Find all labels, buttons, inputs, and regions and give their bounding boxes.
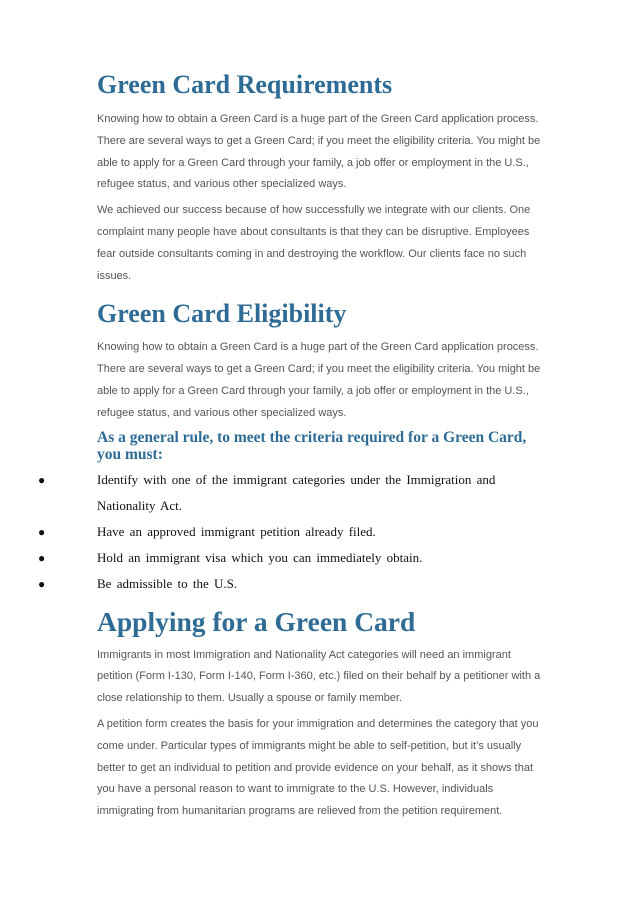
eligibility-paragraph: Knowing how to obtain a Green Card is a huge part of the Green Card application process. There are several ways to get a Green Card; if you meet the eligibility criteria. You might be able to apply for a Green Card through your family, a job offer or employment in the U.S., refugee status, and various other specialized ways. <box>97 341 541 419</box>
list-item-text: Be admissible to the U.S. <box>97 575 238 591</box>
bullet-icon: ● <box>38 550 46 565</box>
bullet-icon: ● <box>38 576 46 591</box>
heading-green-card-eligibility: Green Card Eligibility <box>97 299 347 329</box>
bullet-icon: ● <box>38 472 46 487</box>
heading-applying-for-green-card: Applying for a Green Card <box>97 605 416 637</box>
criteria-subheading: As a general rule, to meet the criteria required for a Green Card, you must: <box>97 428 527 463</box>
list-item <box>38 571 547 597</box>
applying-paragraph-1: Immigrants in most Immigration and Nationality Act categories will need an immigrant petition (Form I-130, Form I-140, Form I-360, etc.) filed on their behalf by a petitioner with a close relationship to them. Usually a spouse or family member. <box>97 648 541 705</box>
list-item <box>38 545 547 571</box>
document-page <box>38 70 547 823</box>
applying-paragraph-2: A petition form creates the basis for your immigration and determines the category that you come under. Particular types of immigrants might be able to self-petition, but it’s usually better to get an individual to petition and provide evidence on your behalf, as it shows that you have a personal reason to want to immigrate to the U.S. However, individuals immigrating from humanitarian programs are relieved from the petition requirement. <box>97 717 539 818</box>
bullet-icon: ● <box>38 524 46 539</box>
list-item-text: Identify with one of the immigrant categories under the Immigration and Nationality Act. <box>97 471 496 513</box>
requirements-paragraph-1: Knowing how to obtain a Green Card is a huge part of the Green Card application process. There are several ways to get a Green Card; if you meet the eligibility criteria. You might be able to apply for a Green Card through your family, a job offer or employment in the U.S., refugee status, and various other specialized ways. <box>97 113 541 191</box>
list-item <box>38 467 547 519</box>
heading-green-card-requirements: Green Card Requirements <box>97 70 393 99</box>
list-item <box>38 519 547 545</box>
requirements-paragraph-2: We achieved our success because of how successfully we integrate with our clients. One complaint many people have about consultants is that they can be disruptive. Employees fear outside consultants coming in and destroying the workflow. Our clients face no such issues. <box>97 204 531 282</box>
list-item-text: Hold an immigrant visa which you can immediately obtain. <box>97 549 423 565</box>
list-item-text: Have an approved immigrant petition already filed. <box>97 523 376 539</box>
criteria-list <box>38 467 547 597</box>
